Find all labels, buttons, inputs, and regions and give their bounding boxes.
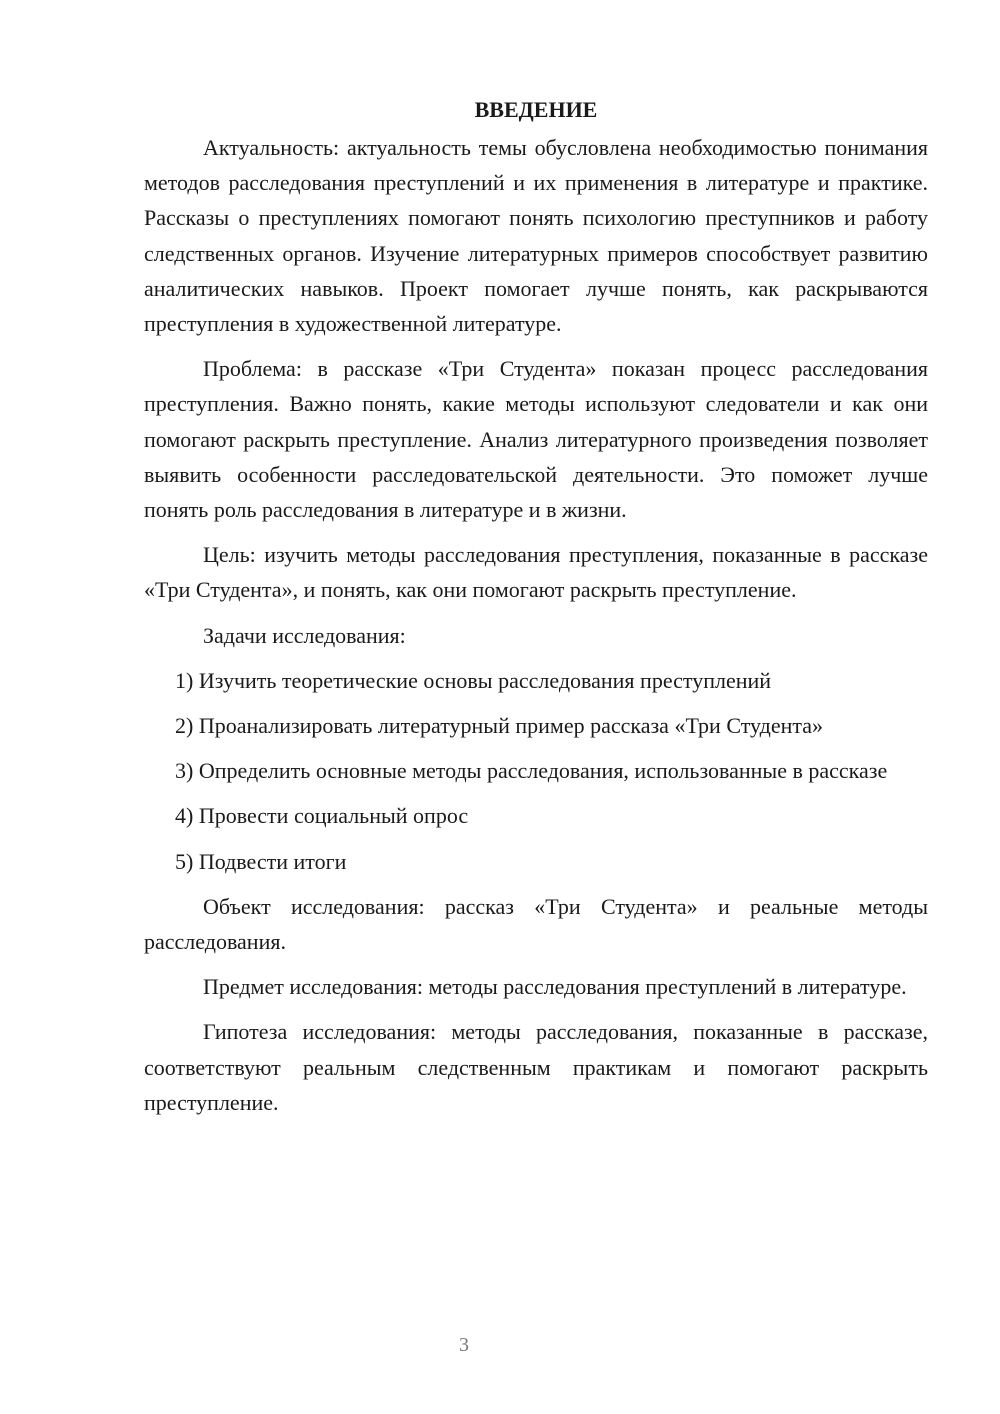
- section-title: ВВЕДЕНИЕ: [474, 97, 598, 122]
- relevance-paragraph: Актуальность: актуальность темы обусловлена необходимостью понимания методов расследования преступлений и их применения в литературе и практике. Рассказы о преступлениях помогают понять психологию преступников и работу следственных органов. Изучение литературных примеров способствует развитию аналитических навыков. Проект помогает лучше понять, как раскрываются преступления в художественной литературе.: [144, 135, 928, 337]
- tasks-heading: Задачи исследования:: [203, 622, 406, 648]
- document-page: [144, 92, 928, 1130]
- goal-paragraph: Цель: изучить методы расследования преступления, показанные в рассказе «Три Студента», и понять, как они помогают раскрыть преступление.: [144, 542, 928, 603]
- task-item-2: 2) Проанализировать литературный пример рассказа «Три Студента»: [175, 713, 824, 739]
- object-paragraph: Объект исследования: рассказ «Три Студента» и реальные методы расследования.: [144, 893, 928, 955]
- page-number: 3: [459, 1334, 469, 1356]
- problem-paragraph: Проблема: в рассказе «Три Студента» показан процесс расследования преступления. Важно понять, какие методы используют следователи и как они помогают раскрыть преступление. Анализ литературного произведения позволяет выявить особенности расследовательской деятельности. Это поможет лучше понять роль расследования в литературе и в жизни.: [144, 356, 928, 523]
- hypothesis-paragraph: Гипотеза исследования: методы расследования, показанные в рассказе, соответствуют реальным следственным практикам и помогают раскрыть преступление.: [144, 1019, 928, 1115]
- subject-paragraph: Предмет исследования: методы расследования преступлений в литературе.: [203, 974, 907, 1000]
- task-item-4: 4) Провести социальный опрос: [175, 803, 469, 829]
- task-item-1: 1) Изучить теоретические основы расследования преступлений: [175, 667, 772, 693]
- task-item-3: 3) Определить основные методы расследования, использованные в рассказе: [175, 758, 888, 784]
- task-item-5: 5) Подвести итоги: [175, 848, 347, 874]
